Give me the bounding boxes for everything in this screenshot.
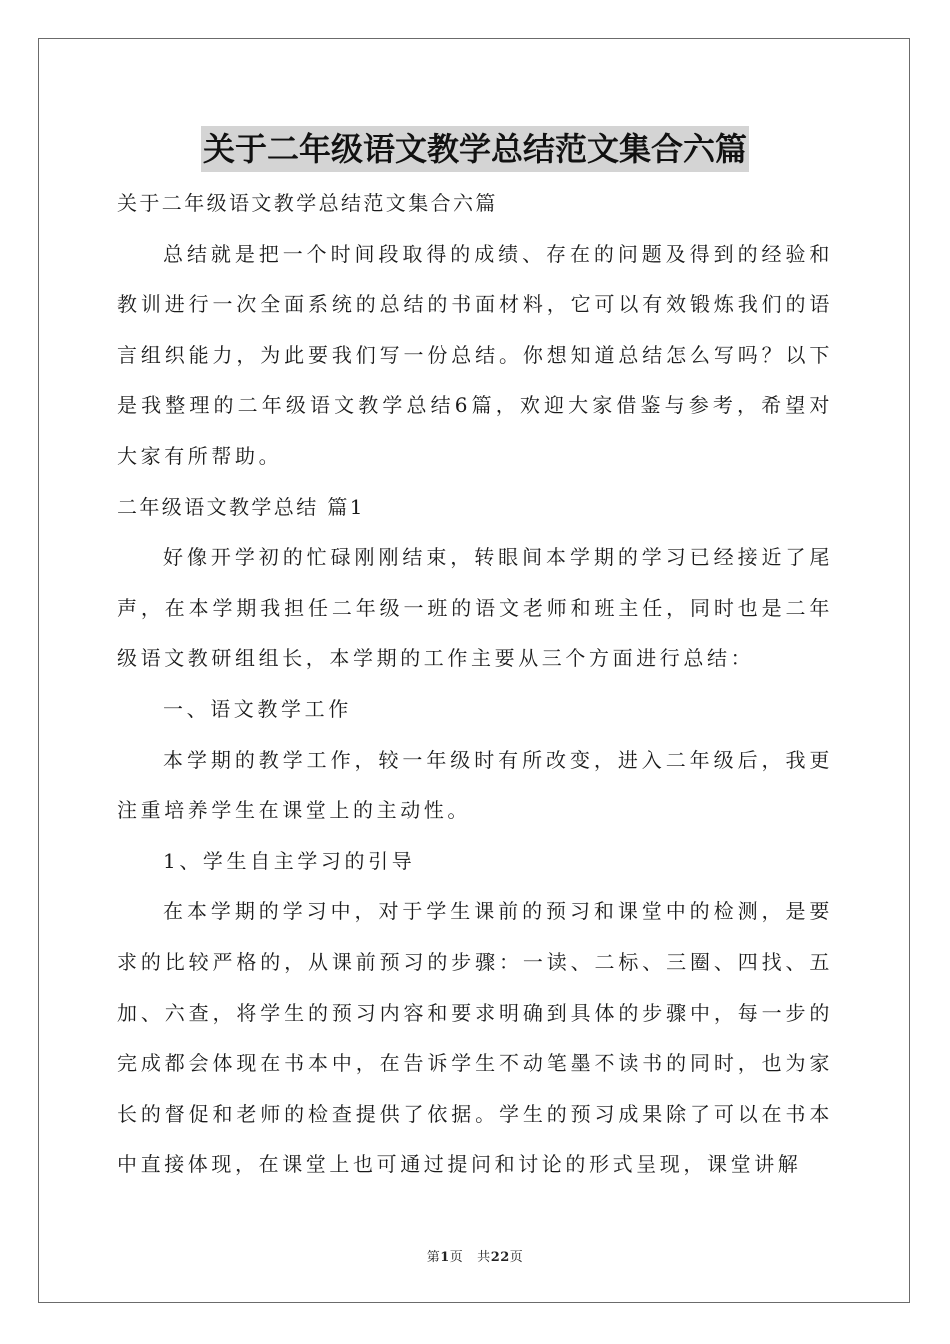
title-wrap	[0, 126, 950, 172]
paragraph-opening: 好像开学初的忙碌刚刚结束，转眼间本学期的学习已经接近了尾声，在本学期我担任二年级一班的语文老师和班主任，同时也是二年级语文教研组组长，本学期的工作主要从三个方面进行总结：	[117, 545, 833, 671]
paragraph-heading-repeat: 关于二年级语文教学总结范文集合六篇	[117, 191, 498, 215]
footer-page-total: 22	[490, 1250, 510, 1265]
document-body	[117, 178, 833, 1190]
section-heading-part-1: 二年级语文教学总结 篇1	[117, 494, 365, 519]
footer-total-prefix: 共	[477, 1250, 491, 1265]
page-footer	[0, 1246, 950, 1265]
paragraph-intro: 总结就是把一个时间段取得的成绩、存在的问题及得到的经验和教训进行一次全面系统的总结的书面材料，它可以有效锻炼我们的语言组织能力，为此要我们写一份总结。你想知道总结怎么写吗？以下是我整理的二年级语文教学总结6篇，欢迎大家借鉴与参考，希望对大家有所帮助。	[117, 241, 833, 468]
subheading-self-study: 1、学生自主学习的引导	[163, 848, 416, 873]
paragraph-teaching-change: 本学期的教学工作，较一年级时有所改变，进入二年级后，我更注重培养学生在课堂上的主动性。	[117, 747, 833, 823]
document-title: 关于二年级语文教学总结范文集合六篇	[201, 126, 749, 172]
paragraph-preview: 在本学期的学习中，对于学生课前的预习和课堂中的检测，是要求的比较严格的，从课前预习的步骤：一读、二标、三圈、四找、五加、六查，将学生的预习内容和要求明确到具体的步骤中，每一步的完成都会体现在书本中，在告诉学生不动笔墨不读书的同时，也为家长的督促和老师的检查提供了依据。学生的预习成果除了可以在书本中直接体现，在课堂上也可通过提问和讨论的形式呈现，课堂讲解	[117, 899, 833, 1177]
subheading-teaching-work: 一、语文教学工作	[163, 696, 352, 721]
footer-page-current: 1	[440, 1250, 450, 1265]
footer-page-prefix: 第	[426, 1250, 441, 1265]
footer-page-unit: 页	[449, 1250, 464, 1265]
footer-total-unit: 页	[509, 1250, 524, 1265]
